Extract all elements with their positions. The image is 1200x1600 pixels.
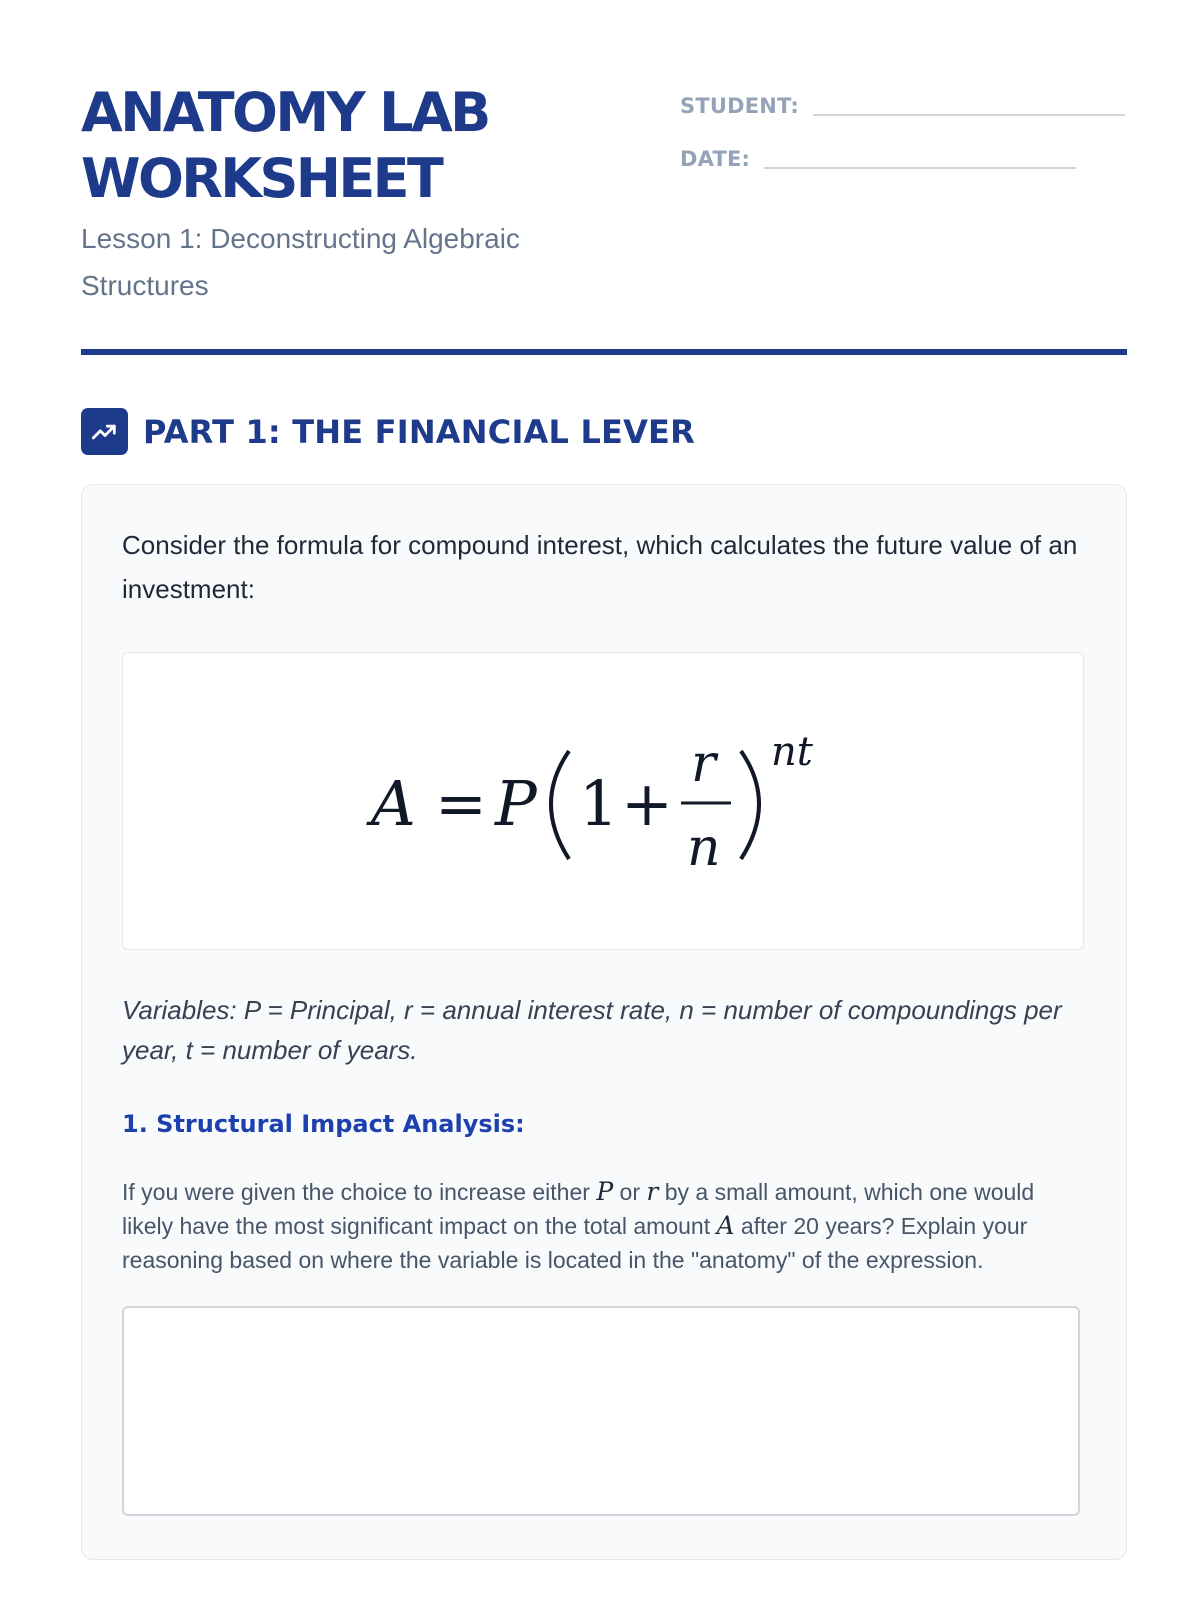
date-label: DATE: <box>680 147 751 171</box>
formula-exponent: nt <box>771 729 813 775</box>
formula-box <box>122 652 1084 950</box>
section-title: PART 1: THE FINANCIAL LEVER <box>143 412 695 451</box>
date-line[interactable] <box>764 167 1076 169</box>
math-var-p: P <box>596 1177 614 1206</box>
question-text-part-4: after 20 years? Explain your reasoning based on where the variable is located in the "anatomy" of the expression. <box>122 1213 1028 1273</box>
formula-right-paren <box>741 751 759 859</box>
formula-plus: + <box>621 767 673 840</box>
question-text-part-2: or <box>613 1179 647 1205</box>
variables-note: Variables: P = Principal, r = annual interest rate, n = number of compoundings per year, t = number of years. <box>122 995 1062 1065</box>
formula-p: P <box>495 767 537 840</box>
compound-interest-formula <box>123 653 1083 949</box>
formula-numerator: r <box>691 734 716 794</box>
question-title: 1. Structural Impact Analysis: <box>122 1110 525 1138</box>
formula-one: 1 <box>579 767 619 840</box>
date-field[interactable] <box>680 133 1126 173</box>
student-label: STUDENT: <box>680 94 800 118</box>
intro-text: Consider the formula for compound interest, which calculates the future value of an investment: <box>122 530 1078 604</box>
student-info-fields <box>680 80 1126 186</box>
answer-textarea[interactable] <box>122 1306 1080 1516</box>
lesson-subtitle: Lesson 1: Deconstructing Algebraic Structures <box>81 223 520 301</box>
student-line[interactable] <box>813 114 1125 116</box>
header-divider <box>81 349 1127 355</box>
formula-a: A <box>371 767 416 840</box>
math-var-a: A <box>716 1211 735 1240</box>
math-var-r: r <box>646 1177 659 1206</box>
formula-left-paren <box>551 751 569 859</box>
trending-up-icon <box>81 408 128 455</box>
section-header <box>81 408 695 455</box>
question-text-part-1: If you were given the choice to increase either <box>122 1179 597 1205</box>
formula-denominator: n <box>687 818 721 878</box>
student-field[interactable] <box>680 80 1126 120</box>
worksheet-title: ANATOMY LAB WORKSHEET <box>81 81 489 210</box>
question-text-part-3: by a small amount, which one would likely have the most significant impact on the total amount <box>122 1179 1035 1239</box>
formula-equals: = <box>435 767 487 840</box>
question-text <box>122 1175 1082 1277</box>
